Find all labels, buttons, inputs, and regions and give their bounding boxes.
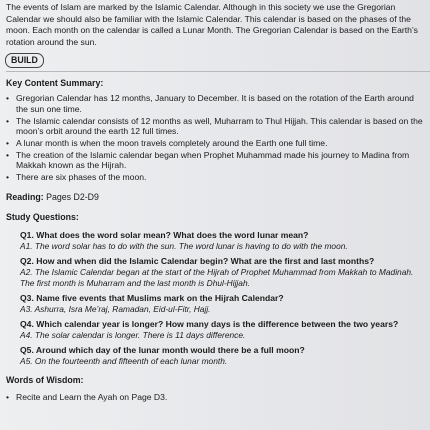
question-text: Q3. Name five events that Muslims mark on the Hijrah Calendar?: [20, 292, 284, 303]
question-block: [20, 256, 424, 287]
reading-pages: Pages D2-D9: [46, 192, 99, 203]
summary-heading: Key Content Summary:: [6, 78, 104, 89]
section-divider: [6, 71, 430, 72]
question-block: [20, 345, 424, 366]
reading-label: Reading:: [6, 192, 44, 203]
summary-item: • There are six phases of the moon.: [6, 172, 424, 182]
summary-item: • The creation of the Islamic calendar began when Prophet Muhammad made his journey to Madina from Makkah known as the Hijrah.: [6, 150, 424, 171]
answer-text: A2. The Islamic Calendar began at the start of the Hijrah of Prophet Muhammad from Makkah to Madinah. The first month is Muharram and the last month is Dhul-Hijjah.: [20, 267, 414, 288]
build-button[interactable]: BUILD: [5, 53, 44, 68]
answer-text: A5. On the fourteenth and fifteenth of each lunar month.: [20, 356, 228, 367]
question-text: Q4. Which calendar year is longer? How many days is the difference between the two years?: [20, 319, 399, 329]
answer-text: A3. Ashurra, Isra Me’raj, Ramadan, Eid-ul-Fitr, Hajj.: [20, 303, 211, 314]
question-block: [20, 230, 424, 251]
summary-list: [6, 93, 424, 182]
question-block: [20, 319, 424, 340]
reading-line: [6, 192, 424, 203]
question-text: Q5. Around which day of the lunar month would there be a full moon?: [20, 345, 305, 356]
summary-item: • Gregorian Calendar has 12 months, January to December. It is based on the rotation of the Earth around the sun one time.: [6, 93, 424, 114]
question-list: [6, 230, 424, 366]
answer-text: A4. The solar calendar is longer. There is 11 days difference.: [20, 330, 246, 340]
intro-paragraph: The events of Islam are marked by the Islamic Calendar. Although in this society we use the Gregorian Calendar we should also be familiar with the Islamic Calendar. This calendar is based on the phases of the moon. Each month on the calendar is called a Lunar Month. The Gregorian Calendar is based on the Earth’s rotation around the sun.: [6, 2, 418, 47]
question-text: Q2. How and when did the Islamic Calendar begin? What are the first and last months?: [20, 256, 375, 267]
answer-text: A1. The word solar has to do with the sun. The word lunar is having to do with the moon.: [20, 241, 348, 252]
worksheet-content: [6, 0, 424, 403]
summary-item: • A lunar month is when the moon travels completely around the Earth one full time.: [6, 138, 424, 148]
wisdom-list: [6, 392, 424, 403]
summary-item: • The Islamic calendar consists of 12 months as well, Muharram to Thul Hijjah. This calendar is based on the moon’s orbit around the earth 12 full times.: [6, 116, 424, 137]
question-block: [20, 293, 424, 314]
words-of-wisdom-heading: Words of Wisdom:: [6, 375, 84, 386]
wisdom-item: • Recite and Learn the Ayah on Page D3.: [6, 392, 424, 403]
study-questions-heading: Study Questions:: [6, 212, 79, 223]
question-text: Q1. What does the word solar mean? What does the word lunar mean?: [20, 230, 309, 241]
